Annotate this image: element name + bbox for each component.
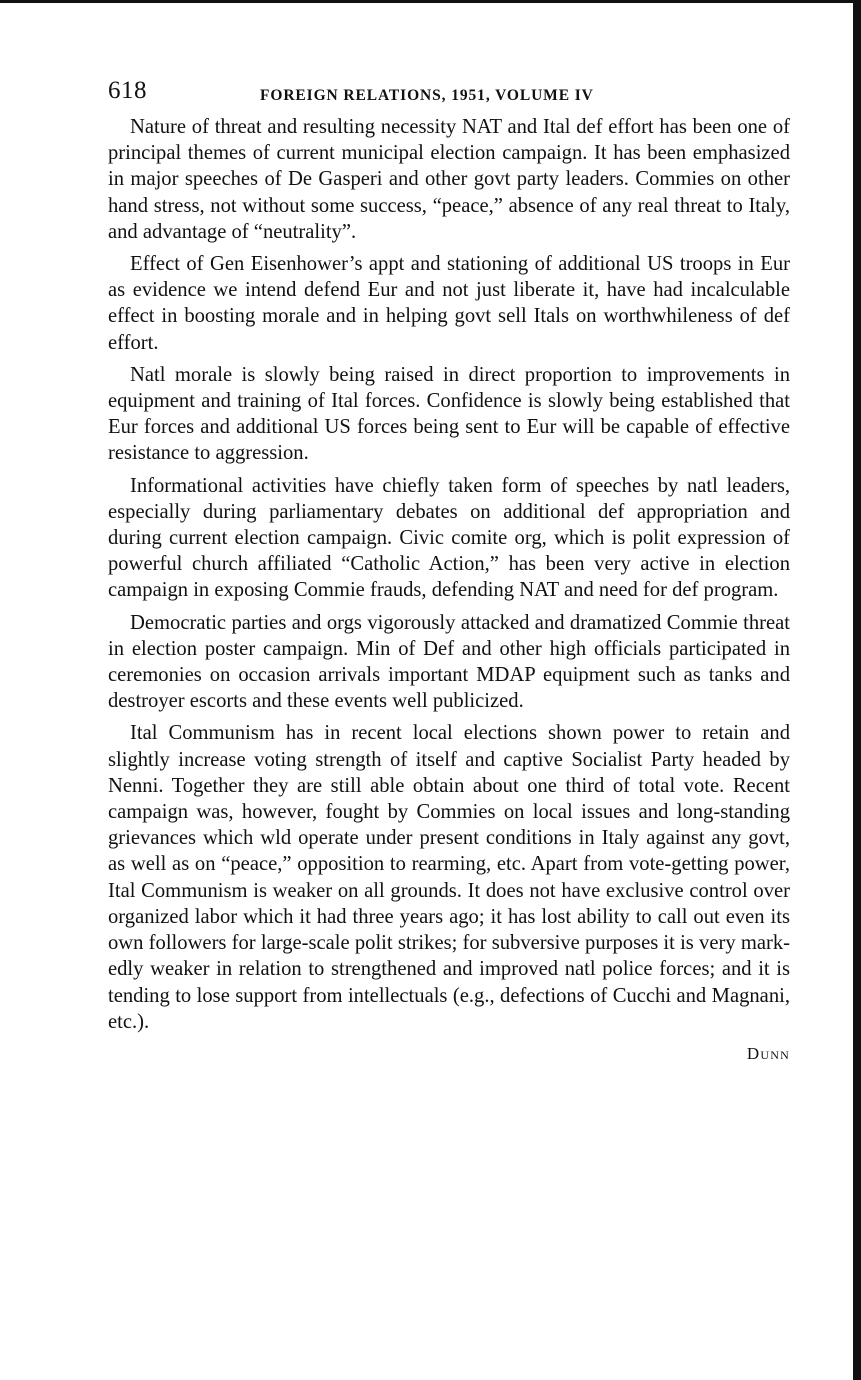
page-number: 618 <box>108 77 147 104</box>
document-body <box>108 114 790 1035</box>
paragraph: Natl morale is slowly being raised in direct proportion to improvements in equipment and training of Ital forces. Confidence is slowly being established that Eur forces and additional US forces being sent to Eur will be capable of effective resistance to aggression. <box>108 363 790 465</box>
paragraph: Ital Communism has in recent local elections shown power to retain and slightly increase voting strength of itself and captive Socialist Party headed by Nenni. Together they are still able obtain about one third of total vote. Recent campaign was, however, fought by Commies on local issues and long-standing grievances which wld operate under present conditions in Italy against any govt, as well as on “peace,” opposition to rearming, etc. Apart from vote-getting power, Ital Communism is weaker on all grounds. It does not have exclusive control over organized labor which it had three years ago; it has lost ability to call out even its own followers for large-scale polit strikes; for subversive purposes it is very markedly weaker in relation to strengthened and improved natl police forces; and it is tending to lose support from intellectuals (e.g., defections of Cucchi and Magnani, etc.). <box>108 722 790 1033</box>
scan-top-edge <box>0 0 861 3</box>
paragraph: Nature of threat and resulting necessity NAT and Ital def effort has been one of principal themes of current municipal election campaign. It has been emphasized in major speeches of De Gasperi and other govt party leaders. Commies on other hand stress, not without some success, “peace,” absence of any real threat to Italy, and advantage of “neutrality”. <box>108 116 790 243</box>
paragraph: Democratic parties and orgs vigorously attacked and dramatized Commie threat in election poster campaign. Min of Def and other high officials participated in ceremonies on occasion arrivals important MDAP equipment such as tanks and destroyer escorts and these events well publicized. <box>108 611 790 713</box>
paragraph: Informational activities have chiefly taken form of speeches by natl leaders, especially during parliamentary debates on additional def appropriation and during current election campaign. Civic comite org, which is polit expression of powerful church affiliated “Catholic Action,” has been very active in election campaign in exposing Commie frauds, defending NAT and need for def program. <box>108 474 790 602</box>
running-head: FOREIGN RELATIONS, 1951, VOLUME IV <box>260 87 594 104</box>
scan-right-edge <box>853 0 861 1380</box>
document-page <box>108 74 790 1067</box>
page-header <box>108 74 790 114</box>
paragraph: Effect of Gen Eisenhower’s appt and stationing of additional US troops in Eur as evidence we intend defend Eur and not just liberate it, have had incalculable effect in boosting morale and in helping govt sell Itals on worthwhileness of def effort. <box>108 253 790 354</box>
signature: Dunn <box>746 1043 790 1063</box>
